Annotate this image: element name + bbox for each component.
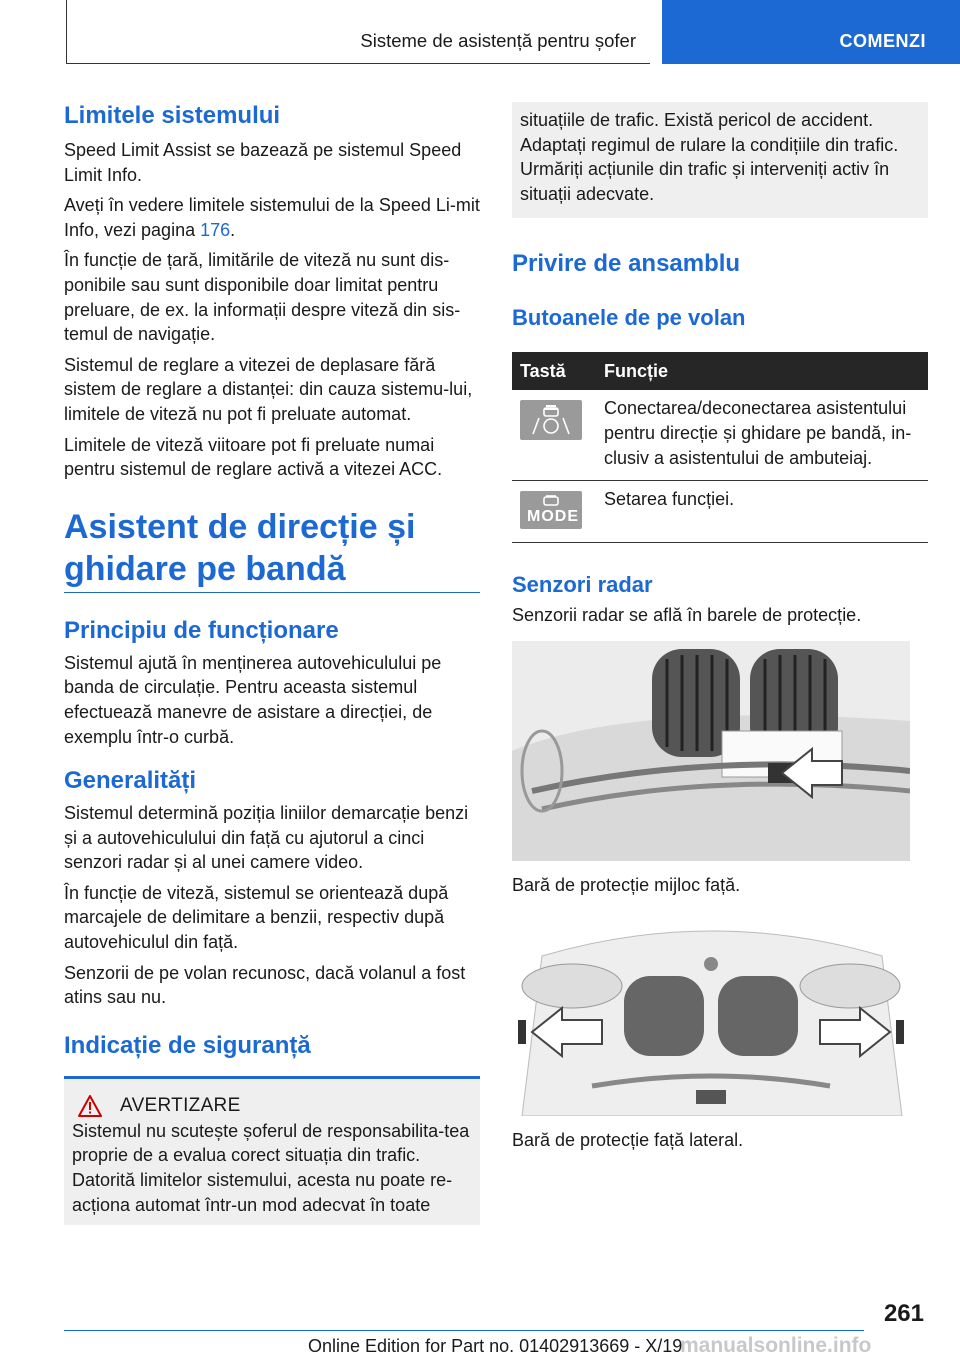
paragraph: În funcție de țară, limitările de viteză nu sunt dis-ponibile sau sunt disponibile doar limitat pentru preluare, de ex. la informații despre viteză din sis-temul de navigație.	[64, 250, 461, 345]
paragraph: Sistemul ajută în menținerea autovehiculului pe banda de circulație. Pentru aceasta sistemul efectuează manevre de asistare a direcției, de exemplu într-o curbă.	[64, 652, 442, 747]
footer-edition: Online Edition for Part no. 01402913669 - X/19	[308, 1336, 683, 1356]
chapter-heading: Asistent de direcție și ghidare pe bandă	[64, 507, 416, 588]
paragraph: Senzorii de pe volan recunosc, dacă volanul a fost atins sau nu.	[64, 962, 466, 1008]
chapter-header-box	[66, 0, 650, 64]
heading-safety: Indicație de siguranță	[64, 1031, 311, 1059]
buttons-table	[512, 352, 928, 542]
heading-overview: Privire de ansamblu	[512, 250, 741, 278]
warning-box	[64, 1076, 480, 1225]
paragraph: Limitele de viteză viitoare pot fi preluate numai pentru sistemul de reglare activă a vitezei ACC.	[64, 434, 443, 480]
warning-text: Sistemul nu scutește șoferul de responsabilita-tea proprie de a evalua corect situația din trafic. Datorită limitelor sistemului, acesta nu poate re-acționa automat într-un mod adecvat în toate	[72, 1120, 470, 1215]
table-row	[512, 481, 928, 543]
table-header-function: Funcție	[596, 352, 928, 390]
left-column	[64, 100, 480, 1225]
heading-system-limits: Limitele sistemului	[64, 102, 281, 129]
paragraph: Senzorii radar se află în barele de protecție.	[512, 604, 862, 625]
paragraph-text: Aveți în vedere limitele sistemului de la Speed Li-mit Info, vezi pagina	[64, 195, 480, 240]
paragraph: În funcție de viteză, sistemul se orientează după marcajele de delimitare a benzii, respectiv după autovehiculul din față.	[64, 882, 449, 953]
paragraph-page-ref	[64, 193, 480, 242]
paragraph: Sistemul de reglare a vitezei de deplasare fără sistem de reglare a distanței: din cauza sistemu-lui, limitele de viteză nu pot fi preluate automat.	[64, 354, 473, 424]
right-column	[512, 102, 928, 1159]
table-header-key: Tastă	[512, 352, 596, 390]
lane-assist-icon	[520, 400, 582, 440]
heading-general: Generalități	[64, 767, 197, 795]
table-cell-function: Setarea funcției.	[596, 481, 928, 543]
table-header-row	[512, 352, 928, 390]
footer-rule	[64, 1330, 864, 1331]
warning-title: AVERTIZARE	[120, 1094, 241, 1116]
paragraph-text: .	[230, 219, 236, 240]
paragraph: Sistemul determină poziția liniilor demarcație benzi și a autovehiculului din față cu ajutorul a cinci senzori radar și al unei camere video.	[64, 803, 469, 873]
warning-continuation	[512, 102, 928, 218]
table-cell-function: Conectarea/deconectarea asistentului pentru direcție și ghidare pe bandă, in-clusiv a asistentului de ambuteiaj.	[596, 390, 928, 480]
table-row	[512, 390, 928, 480]
mode-button-icon	[520, 491, 582, 529]
warning-head	[72, 1095, 472, 1117]
paragraph: Speed Limit Assist se bazează pe sistemul Speed Limit Info.	[64, 140, 462, 185]
front-bumper-side-image	[512, 916, 910, 1116]
image-caption: Bară de protecție față lateral.	[512, 1129, 744, 1150]
page-link[interactable]: 176	[200, 219, 231, 240]
warning-triangle-icon	[78, 1095, 102, 1117]
front-bumper-center-image	[512, 641, 910, 861]
watermark: manualsonline.info	[680, 1334, 872, 1357]
warning-text-cont: situațiile de trafic. Există pericol de accident. Adaptați regimul de rulare la condițiile din trafic. Urmăriți acțiunile din trafic și interveniți activ în situații adecvate.	[520, 110, 899, 204]
chapter-title: Sisteme de asistență pentru șofer	[360, 30, 636, 51]
heading-principle: Principiu de funcționare	[64, 616, 339, 644]
section-tab[interactable]	[662, 0, 960, 64]
image-caption: Bară de protecție mijloc față.	[512, 875, 741, 896]
mode-icon-label: MODE	[527, 508, 579, 526]
heading-rule	[64, 592, 480, 593]
page-header	[0, 0, 960, 66]
heading-steering-buttons: Butoanele de pe volan	[512, 305, 746, 331]
section-tab-label: COMENZI	[839, 31, 926, 51]
page-number: 261	[883, 1300, 924, 1327]
heading-radar: Senzori radar	[512, 571, 653, 597]
